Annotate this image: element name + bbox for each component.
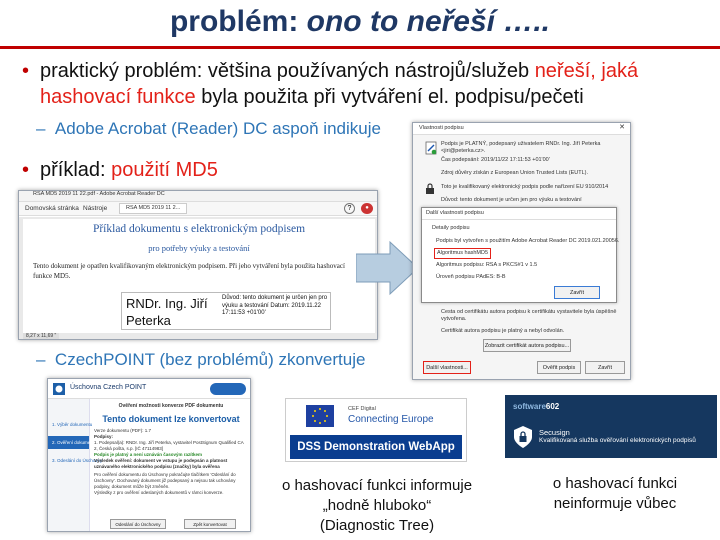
dss-logo-top	[290, 403, 464, 431]
dialog-line-5: Důvod: tento dokument je určen jen pro výuku a testování	[441, 197, 582, 203]
czechpoint-line-1: Verze dokumentu (PDF): 1.7	[94, 428, 152, 433]
acrobat-title-text: RSA MD5 2019 11 22.pdf - Adobe Acrobat Reader DC	[33, 191, 165, 197]
title-prefix: problém:	[169, 5, 307, 38]
bullet-1-text-b: byla použita při vytváření el. podpisu/pečeti	[195, 86, 584, 108]
czechpoint-sidebar	[48, 399, 103, 532]
secusign-caption-line-1: o hashovací funkci	[552, 475, 678, 492]
side-item-3[interactable]: 3. Odeslání do Úschovny	[52, 458, 103, 463]
sub-bullet-1-text: Adobe Acrobat (Reader) DC aspoň indikuje	[54, 119, 381, 138]
dss-caption-line-3: (Diagnostic Tree)	[319, 517, 435, 534]
signer-name: RNDr. Ing. Jiří Peterka	[126, 296, 208, 328]
back-convert-button[interactable]: Zpět konvertovat	[184, 519, 236, 529]
send-to-storage-button[interactable]: Odeslání do Úschovny	[110, 519, 166, 529]
sub-bullet-1	[36, 118, 381, 140]
doc-text: Tento dokument je opatřen kvalifikovaným elektronickým podpisem. Při jeho vytváření byla použita hashovací funkce MD5.	[33, 262, 345, 280]
hash-algorithm-highlight: Algoritmus hashMD5	[434, 248, 491, 259]
software602-logo	[513, 402, 559, 411]
doc-title: Příklad dokumentu s elektronickým podpisem	[92, 223, 306, 235]
sub-bullet-2-text: CzechPOINT (bez problémů) zkonvertuje	[54, 350, 366, 369]
account-icon[interactable]: ●	[361, 203, 373, 214]
czechpoint-line-5: Výsledek ověření: dokument ve vstupu je podepsán a platnost uznávaného elektronického podpisu (značky) byla ověřena	[94, 458, 228, 469]
arrow-right-icon	[356, 240, 420, 296]
signature-field[interactable]	[121, 292, 331, 330]
dss-banner: DSS Demonstration WebApp	[290, 435, 462, 459]
lower-line-1: Cesta od certifikátu autora podpisu k certifikátu vystavitele byla úspěšně vytvořena.	[441, 309, 617, 322]
czechpoint-content	[94, 403, 248, 529]
help-icon[interactable]: ?	[344, 203, 355, 214]
verify-signature-button[interactable]: Ověřit podpis	[537, 361, 581, 374]
show-certificate-button[interactable]: Zobrazit certifikát autora podpisu...	[483, 339, 571, 352]
bullet-dot: •	[22, 159, 30, 181]
tab-document[interactable]: RSA MD5 2019 11 2...	[119, 203, 187, 214]
czechpoint-title: Úschovna Czech POINT	[70, 384, 147, 391]
brand-software: software	[513, 402, 546, 411]
bullet-1-text-red: neřeší, jaká hashovací funkce	[40, 60, 639, 108]
side-item-1[interactable]: 1. Výběr dokumentu	[52, 422, 93, 427]
acrobat-canvas	[19, 217, 378, 340]
dialog-line-3: Zdroj důvěry získán z European Union Trusted Lists (EUTL).	[441, 170, 589, 176]
czechpoint-line-2: Podpisy:	[94, 434, 114, 439]
czechpoint-window	[47, 378, 251, 532]
doc-subtitle: pro potřeby výuky a testování	[148, 243, 250, 253]
acrobat-window	[18, 190, 378, 340]
bullet-dot: •	[22, 60, 30, 82]
dss-logo-top-text: CEF Digital	[348, 406, 376, 412]
dss-caption-line-2: „hodně hluboko“	[322, 497, 432, 514]
bullet-1	[22, 58, 720, 110]
secusign-caption	[520, 474, 710, 514]
title-emphasis: ono to neřeší …..	[306, 5, 551, 38]
acrobat-titlebar	[19, 191, 377, 202]
side-item-2[interactable]: 2. Ověření dokumentu	[48, 436, 89, 449]
signature-pen-icon	[425, 141, 437, 155]
document-page	[23, 219, 375, 333]
inner-line-4: Úroveň podpisu PAdES: B-B	[436, 274, 506, 280]
dash-glyph: –	[36, 119, 46, 138]
menu-tools[interactable]: Nástroje	[83, 205, 108, 212]
inner-properties-dialog	[421, 207, 620, 303]
inner-close-button[interactable]: Zavřít	[554, 286, 600, 299]
dialog-line-4: Toto je kvalifikovaný elektronický podpis podle nařízení EU 910/2014	[441, 184, 609, 190]
inner-section-title: Detaily podpisu	[432, 225, 470, 231]
lock-icon	[425, 182, 435, 194]
czechpoint-line-7: Výsledky z pro ověření odeslaných dokumentů v rámci konverze.	[94, 490, 224, 495]
conversion-result: Tento dokument lze konvertovat	[102, 414, 240, 424]
dialog-titlebar	[413, 123, 630, 135]
more-properties-button[interactable]: Další vlastnosti...	[423, 361, 471, 374]
bullet-2	[22, 157, 218, 183]
sub-bullet-2	[36, 349, 365, 371]
czechpoint-logo-icon	[52, 382, 66, 396]
close-button[interactable]: Zavřít	[585, 361, 625, 374]
bullet-2-text-red: použití MD5	[111, 159, 218, 181]
bullet-2-text-a: příklad:	[40, 159, 112, 181]
dss-logo-main-text: Connecting Europe	[348, 414, 434, 425]
dash-glyph: –	[36, 350, 46, 369]
lower-line-2: Certifikát autora podpisu je platný a nebyl odvolán.	[441, 328, 565, 334]
dialog-title: Vlastnosti podpisu	[419, 125, 464, 131]
conversion-section-title: Ověření možnosti konverze PDF dokumentu	[118, 403, 224, 409]
shield-lock-icon	[513, 425, 533, 449]
page-size-indicator: 8,27 x 11,69 "	[23, 333, 59, 340]
czechpoint-line-6: Pro ověření dokumentu do Úschovny pokračujte tlačítkem 'Odeslání do Úschovny'. Dochovaný dokument již podepsaný a nejsou tak uchovány podpisy, dokument může být změněn.	[94, 472, 236, 489]
secusign-desc: Kvalifikovaná služba ověřování elektronických podpisů	[539, 437, 696, 444]
dialog-line-2: Čas podepsání: 2019/11/22 17:11:53 +01'00'	[441, 157, 550, 163]
dss-caption	[258, 476, 496, 536]
signer-note: Důvod: tento dokument je určen jen pro výuku a testování Datum: 2019.11.22 17:11:53 +01'00'	[222, 295, 328, 316]
bullet-1-text-a: praktický problém: většina používaných nástrojů/služeb	[40, 60, 535, 82]
title-rule	[0, 46, 720, 49]
secusign-panel	[505, 395, 717, 458]
slide-title	[0, 0, 720, 44]
dialog-line-1: Podpis je PLATNÝ, podepsaný uživatelem RNDr. Ing. Jiří Peterka <jiri@peterka.cz>.	[441, 141, 601, 154]
dss-logo-panel	[285, 398, 467, 462]
brand-602: 602	[545, 402, 560, 411]
czechpoint-header	[48, 379, 250, 399]
inner-dialog-title: Další vlastnosti podpisu	[422, 208, 616, 220]
czechpoint-brand-icon	[210, 383, 246, 395]
dss-caption-line-1: o hashovací funkci informuje	[281, 477, 473, 494]
close-icon[interactable]: ✕	[619, 124, 625, 131]
czechpoint-line-3: 1. Podepsal(a): RNDr. Ing. Jiří Peterka, vystavitel PostSignum Qualified CA 2, Česká pošta, s.p. [IČ 47114983]	[94, 440, 244, 451]
signature-properties-dialog	[412, 122, 631, 380]
menu-home[interactable]: Domovská stránka	[25, 205, 79, 212]
inner-line-1: Podpis byl vytvořen s použitím Adobe Acrobat Reader DC 2019.021.20056.	[436, 238, 620, 244]
acrobat-menubar	[19, 202, 377, 216]
secusign-name: Secusign	[539, 428, 570, 437]
eu-flag-icon	[306, 405, 334, 427]
inner-line-3: Algoritmus podpisu: RSA s PKCS#1 v 1.5	[436, 262, 538, 268]
czechpoint-line-4: Podpis je platný a není uznáván časovým razítkem	[94, 452, 203, 457]
secusign-caption-line-2: neinformuje vůbec	[553, 495, 677, 512]
